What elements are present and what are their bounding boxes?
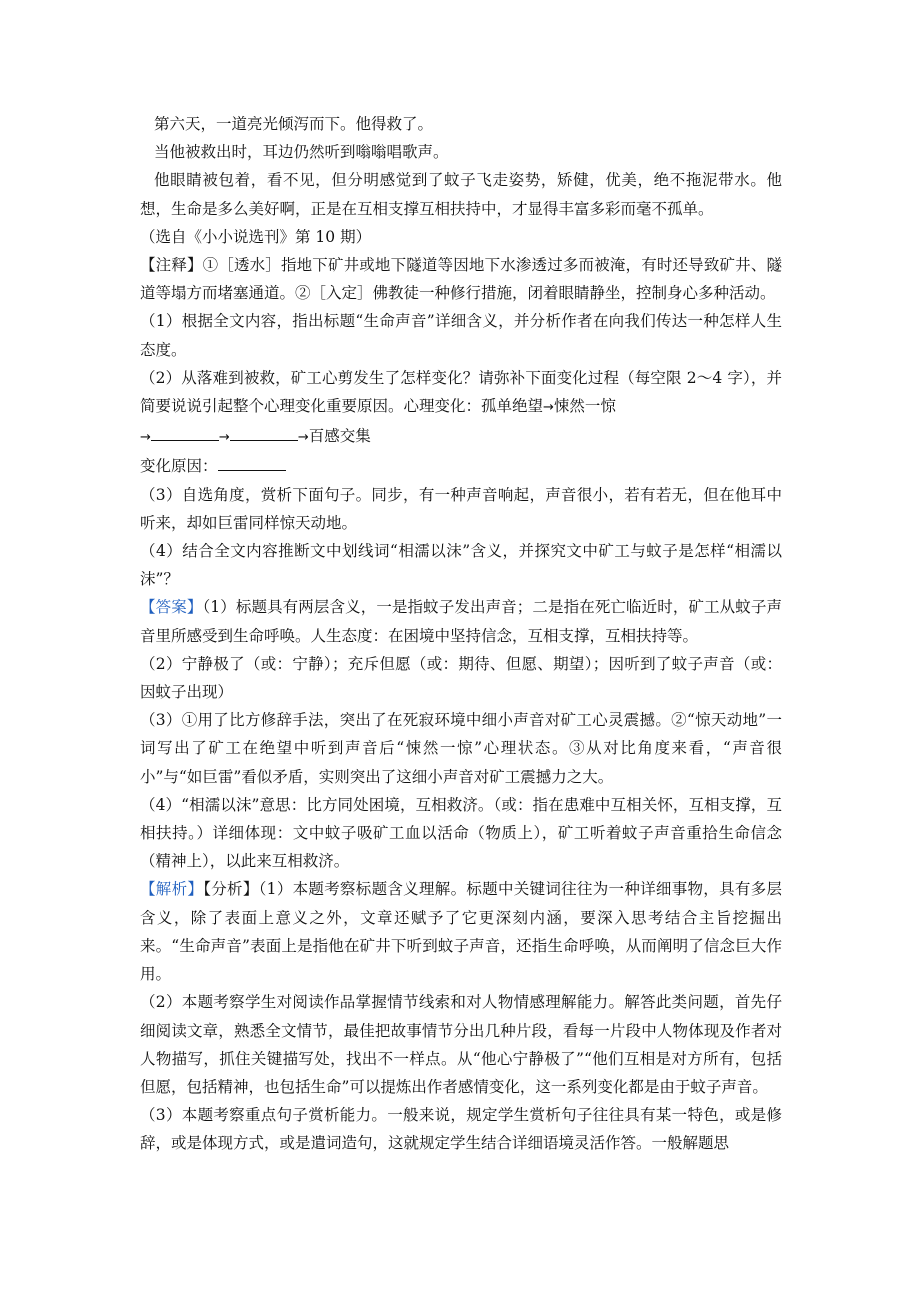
arrow-icon: → [218, 430, 230, 446]
analysis-2: （2）本题考察学生对阅读作品掌握情节线索和对人物情感理解能力。解答此类问题，首先仔细阅读文章，熟悉全文情节，最佳把故事情节分出几种片段，看每一片段中人物体现及作者对人物描写，抓住关键描写处，找出不一样点。从“他心宁静极了”“他们互相是对方所有，包括但愿，包括精神，也包括生命”可以提炼出作者感情变化，这一系列变化都是由于蚊子声音。 [140, 993, 782, 1096]
fill-blank-reason[interactable] [218, 454, 286, 471]
story-source: （选自《小小说选刊》第 10 期） [140, 227, 372, 246]
question-2-reason [140, 452, 782, 480]
question-2 [140, 364, 782, 453]
question-2-step1: 悚然一惊 [553, 397, 616, 416]
answer-4: （4）“相濡以沫”意思：比方同处困境，互相救济。（或：指在患难中互相关怀，互相支撑，互相扶持。）详细体现：文中蚊子吸矿工血以活命（物质上），矿工听着蚊子声音重拾生命信念（精神上），以此来互相救济。 [140, 795, 782, 871]
question-3: （3）自选角度，赏析下面句子。同步，有一种声音响起，声音很小，若有若无，但在他耳中听来，却如巨雷同样惊天动地。 [140, 485, 782, 532]
story-paragraph-1: 第六天，一道亮光倾泻而下。他得救了。 [154, 115, 434, 133]
question-4: （4）结合全文内容推断文中划线词“相濡以沫”含义，并探究文中矿工与蚊子是怎样“相濡以沫”？ [140, 542, 782, 589]
question-1: （1）根据全文内容，指出标题“生命声音”详细含义，并分析作者在向我们传达一种怎样人生态度。 [140, 312, 782, 359]
notes-paragraph: 【注释】①［透水］指地下矿井或地下隧道等因地下水渗透过多而被淹，有时还导致矿井、隧道等塌方而堵塞通道。②［入定］佛教徒一种修行措施，闭着眼睛静坐，控制身心多种活动。 [140, 256, 782, 303]
story-paragraph-3: 他眼睛被包着，看不见，但分明感觉到了蚊子飞走姿势，矫健，优美，绝不拖泥带水。他想，生命是多么美好啊，正是在互相支撑互相扶持中，才显得丰富多彩而毫不孤单。 [140, 171, 782, 218]
analysis-tag: 【解析】 [140, 880, 204, 899]
analysis-1-text: 【分析】（1）本题考察标题含义理解。标题中关键词往往为一种详细事物，具有多层含义，除了表面上意义之外，文章还赋予了它更深刻内涵，要深入思考结合主旨挖掘出来。“生命声音”表面上是指他在矿井下听到蚊子声音，还指生命呼唤，从而阐明了信念巨大作用。 [140, 880, 782, 984]
fill-blank-2[interactable] [230, 424, 298, 441]
arrow-icon: → [543, 400, 554, 416]
document-page [140, 110, 782, 1158]
answer-1 [140, 593, 782, 649]
arrow-icon: → [140, 430, 151, 446]
question-2-text: （2）从落难到被救，矿工心剪发生了怎样变化？请弥补下面变化过程（每空限 2～4 字），并简要说说引起整个心理变化重要原因。心理变化：孤单绝望 [140, 368, 782, 416]
question-2-step-end: 百感交集 [308, 427, 371, 446]
answer-tag: 【答案】 [140, 598, 203, 617]
answer-1-text: （1）标题具有两层含义，一是指蚊子发出声音；二是指在死亡临近时，矿工从蚊子声音里所感受到生命呼唤。人生态度：在困境中坚持信念，互相支撑，互相扶持等。 [140, 598, 782, 645]
story-paragraph-2: 当他被救出时，耳边仍然听到嗡嗡唱歌声。 [154, 143, 449, 162]
fill-blank-1[interactable] [151, 424, 219, 441]
answer-3: （3）①用了比方修辞手法，突出了在死寂环境中细小声音对矿工心灵震撼。②“惊天动地”一词写出了矿工在绝望中听到声音后“悚然一惊”心理状态。③从对比角度来看，“声音很小”与“如巨雷”看似矛盾，实则突出了这细小声音对矿工震撼力之大。 [140, 711, 782, 786]
analysis-3: （3）本题考察重点句子赏析能力。一般来说，规定学生赏析句子往往具有某一特色，或是修辞，或是体现方式，或是遣词造句，这就规定学生结合详细语境灵活作答。一般解题思 [140, 1106, 782, 1153]
answer-2: （2）宁静极了（或：宁静）；充斥但愿（或：期待、但愿、期望）；因听到了蚊子声音（或：因蚊子出现） [140, 654, 782, 702]
reason-label: 变化原因： [140, 457, 218, 476]
arrow-icon: → [297, 430, 309, 446]
analysis-1 [140, 875, 782, 988]
